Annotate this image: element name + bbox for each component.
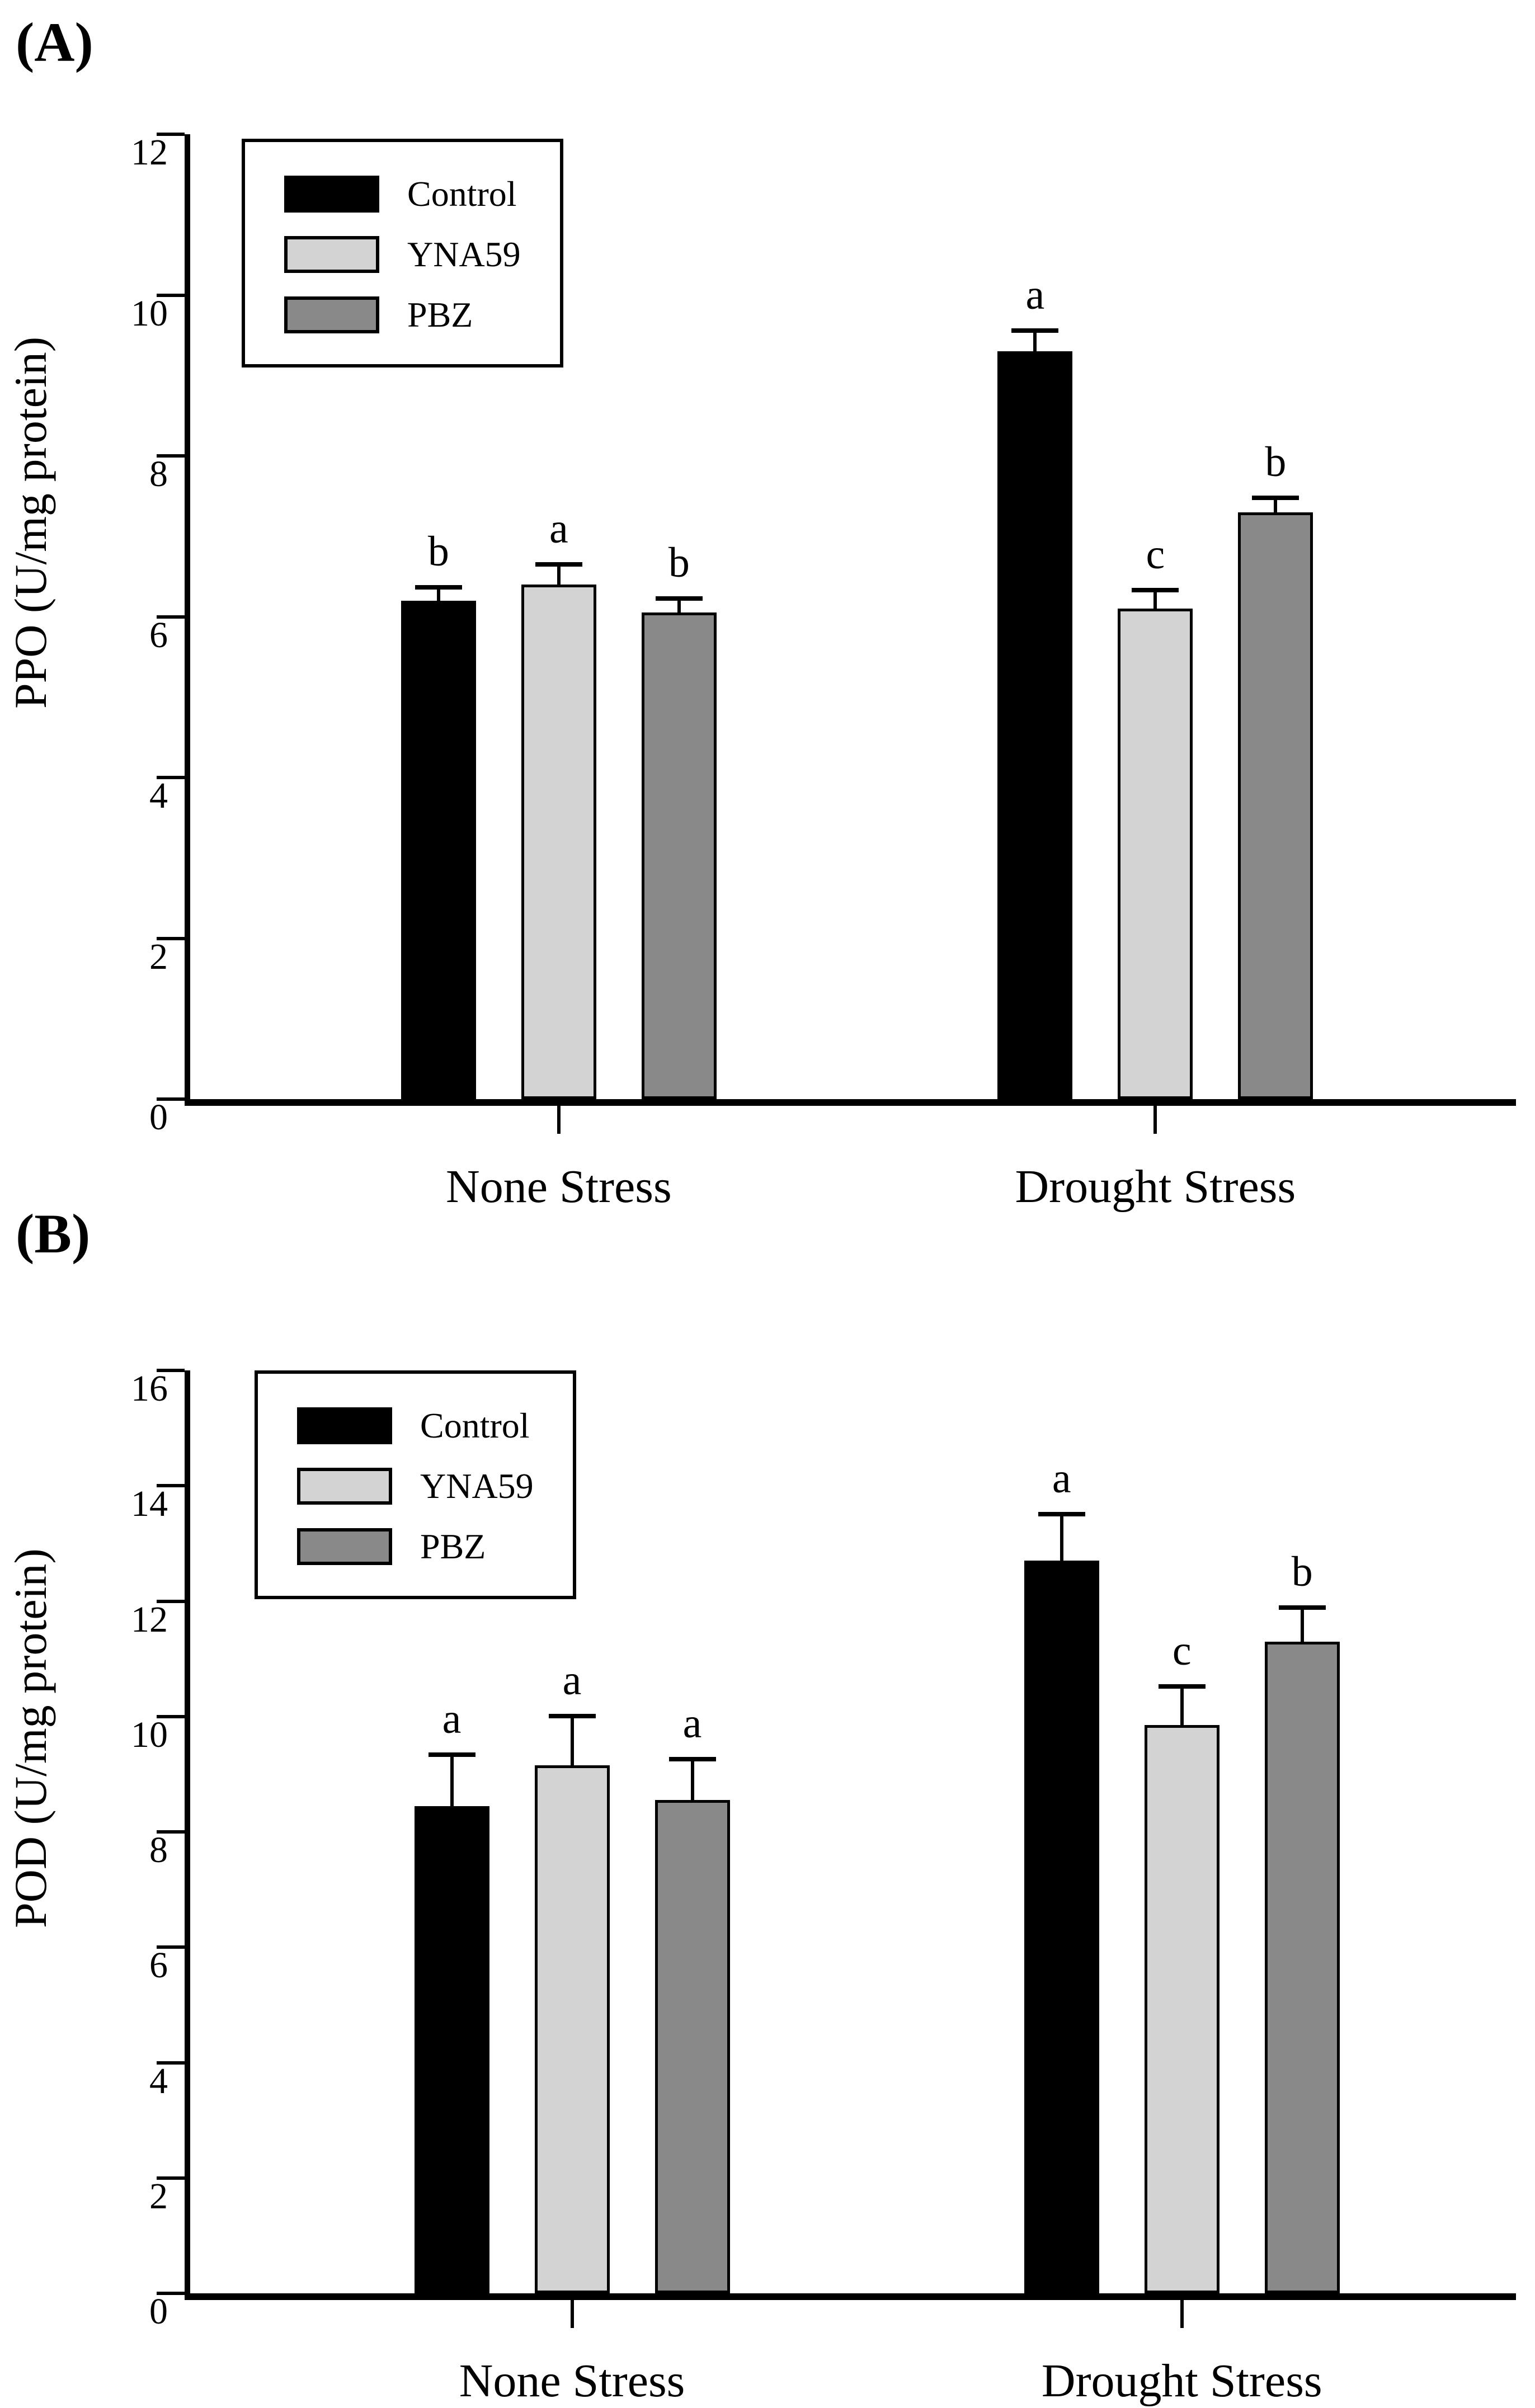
control-swatch-icon <box>284 176 379 213</box>
significance-letter: a <box>442 1695 462 1742</box>
bar-yna59-none <box>521 585 596 1099</box>
y-axis-tick-label: 12 <box>131 1599 168 1640</box>
legend-label: PBZ <box>407 295 473 334</box>
error-bar-cap <box>1279 1605 1326 1610</box>
legend-item-control <box>284 176 521 213</box>
yna59-swatch-icon <box>297 1468 392 1505</box>
bar-pbz-drought <box>1238 512 1313 1099</box>
control-swatch-icon <box>297 1407 392 1444</box>
error-bar-stem <box>1301 1610 1304 1642</box>
significance-letter: b <box>668 539 690 586</box>
x-axis-category-label: None Stress <box>446 1161 672 1213</box>
significance-letter: c <box>1172 1627 1192 1675</box>
y-axis-tick-label: 8 <box>149 1830 168 1870</box>
panel-b <box>0 1191 1535 2407</box>
significance-letter: b <box>1291 1548 1313 1595</box>
x-axis-category-label: None Stress <box>459 2355 685 2407</box>
y-axis-tick-label: 8 <box>149 454 168 494</box>
significance-letter: c <box>1146 531 1165 578</box>
error-bar-cap <box>1011 328 1058 333</box>
error-bar-cap <box>1132 588 1179 592</box>
bar-pbz-none <box>655 1800 730 2293</box>
error-bar-stem <box>677 601 681 613</box>
panel-b-tag: (B) <box>16 1203 91 1265</box>
legend-label: Control <box>407 174 517 214</box>
legend-item-control <box>297 1407 534 1444</box>
y-axis-tick-label: 2 <box>149 936 168 977</box>
error-bar-cap <box>415 585 462 590</box>
y-axis-tick-label: 16 <box>131 1368 168 1409</box>
x-axis-tick <box>1153 1106 1157 1134</box>
bar-yna59-drought <box>1118 609 1193 1099</box>
error-bar-stem <box>437 590 440 601</box>
y-axis-tick-label: 0 <box>149 2291 168 2332</box>
error-bar-stem <box>1033 333 1037 351</box>
significance-letter: a <box>682 1700 702 1747</box>
legend-item-yna59 <box>284 236 521 273</box>
x-axis-tick <box>571 2300 574 2328</box>
panel-a-y-axis-title: PPO (U/mg protein) <box>5 336 56 709</box>
significance-letter: a <box>1052 1454 1071 1502</box>
panel-a-tag: (A) <box>16 11 93 73</box>
error-bar-cap <box>535 562 582 567</box>
error-bar-stem <box>571 1718 574 1766</box>
significance-letter: b <box>427 527 449 575</box>
bar-pbz-none <box>642 612 717 1099</box>
y-axis-tick-label: 4 <box>149 775 168 816</box>
bar-yna59-drought <box>1145 1725 1219 2293</box>
error-bar-stem <box>1060 1516 1063 1561</box>
significance-letter: a <box>549 505 568 553</box>
legend-item-pbz <box>284 296 521 333</box>
y-axis-tick-label: 12 <box>131 132 168 173</box>
legend-item-yna59 <box>297 1468 534 1505</box>
y-axis-tick-label: 6 <box>149 1945 168 1986</box>
panel-b-legend <box>255 1370 576 1599</box>
y-axis-tick-label: 6 <box>149 614 168 656</box>
yna59-swatch-icon <box>284 236 379 273</box>
legend-label: Control <box>420 1406 530 1445</box>
bar-yna59-none <box>535 1765 610 2293</box>
pbz-swatch-icon <box>297 1528 392 1565</box>
error-bar-stem <box>1180 1689 1184 1725</box>
significance-letter: a <box>562 1656 582 1704</box>
error-bar-cap <box>1038 1512 1085 1516</box>
legend-label: PBZ <box>420 1526 486 1566</box>
legend-label: YNA59 <box>407 234 521 274</box>
error-bar-cap <box>1252 496 1299 500</box>
x-axis-category-label: Drought Stress <box>1015 1161 1296 1213</box>
y-axis-tick-label: 14 <box>131 1483 168 1525</box>
bar-pbz-drought <box>1265 1642 1340 2293</box>
legend-item-pbz <box>297 1528 534 1565</box>
y-axis-tick-label: 0 <box>149 1097 168 1138</box>
error-bar-stem <box>450 1757 454 1806</box>
error-bar-cap <box>656 596 703 601</box>
bar-control-drought <box>1024 1561 1099 2293</box>
x-axis-category-label: Drought Stress <box>1041 2355 1322 2407</box>
error-bar-cap <box>669 1757 716 1761</box>
error-bar-cap <box>549 1714 596 1718</box>
error-bar-stem <box>1153 592 1157 609</box>
y-axis-tick-label: 4 <box>149 2060 168 2101</box>
x-axis-tick <box>557 1106 561 1134</box>
bar-control-none <box>415 1806 489 2293</box>
pbz-swatch-icon <box>284 296 379 333</box>
y-axis-tick-label: 10 <box>131 1714 168 1755</box>
error-bar-stem <box>691 1761 694 1800</box>
error-bar-stem <box>557 567 561 585</box>
significance-letter: b <box>1265 439 1287 486</box>
panel-a-legend <box>242 139 563 367</box>
x-axis-tick <box>1180 2300 1184 2328</box>
legend-label: YNA59 <box>420 1466 534 1506</box>
bar-control-drought <box>997 351 1072 1099</box>
panel-b-y-axis-title: POD (U/mg protein) <box>5 1548 56 1928</box>
significance-letter: a <box>1025 271 1045 319</box>
y-axis-tick-label: 10 <box>131 293 168 334</box>
panel-b-plot-area <box>131 1368 1516 2407</box>
error-bar-cap <box>429 1752 475 1757</box>
bar-control-none <box>401 601 476 1099</box>
panel-a-plot-area <box>131 132 1516 1213</box>
y-axis-tick-label: 2 <box>149 2175 168 2217</box>
error-bar-cap <box>1159 1684 1206 1689</box>
error-bar-stem <box>1274 500 1277 512</box>
